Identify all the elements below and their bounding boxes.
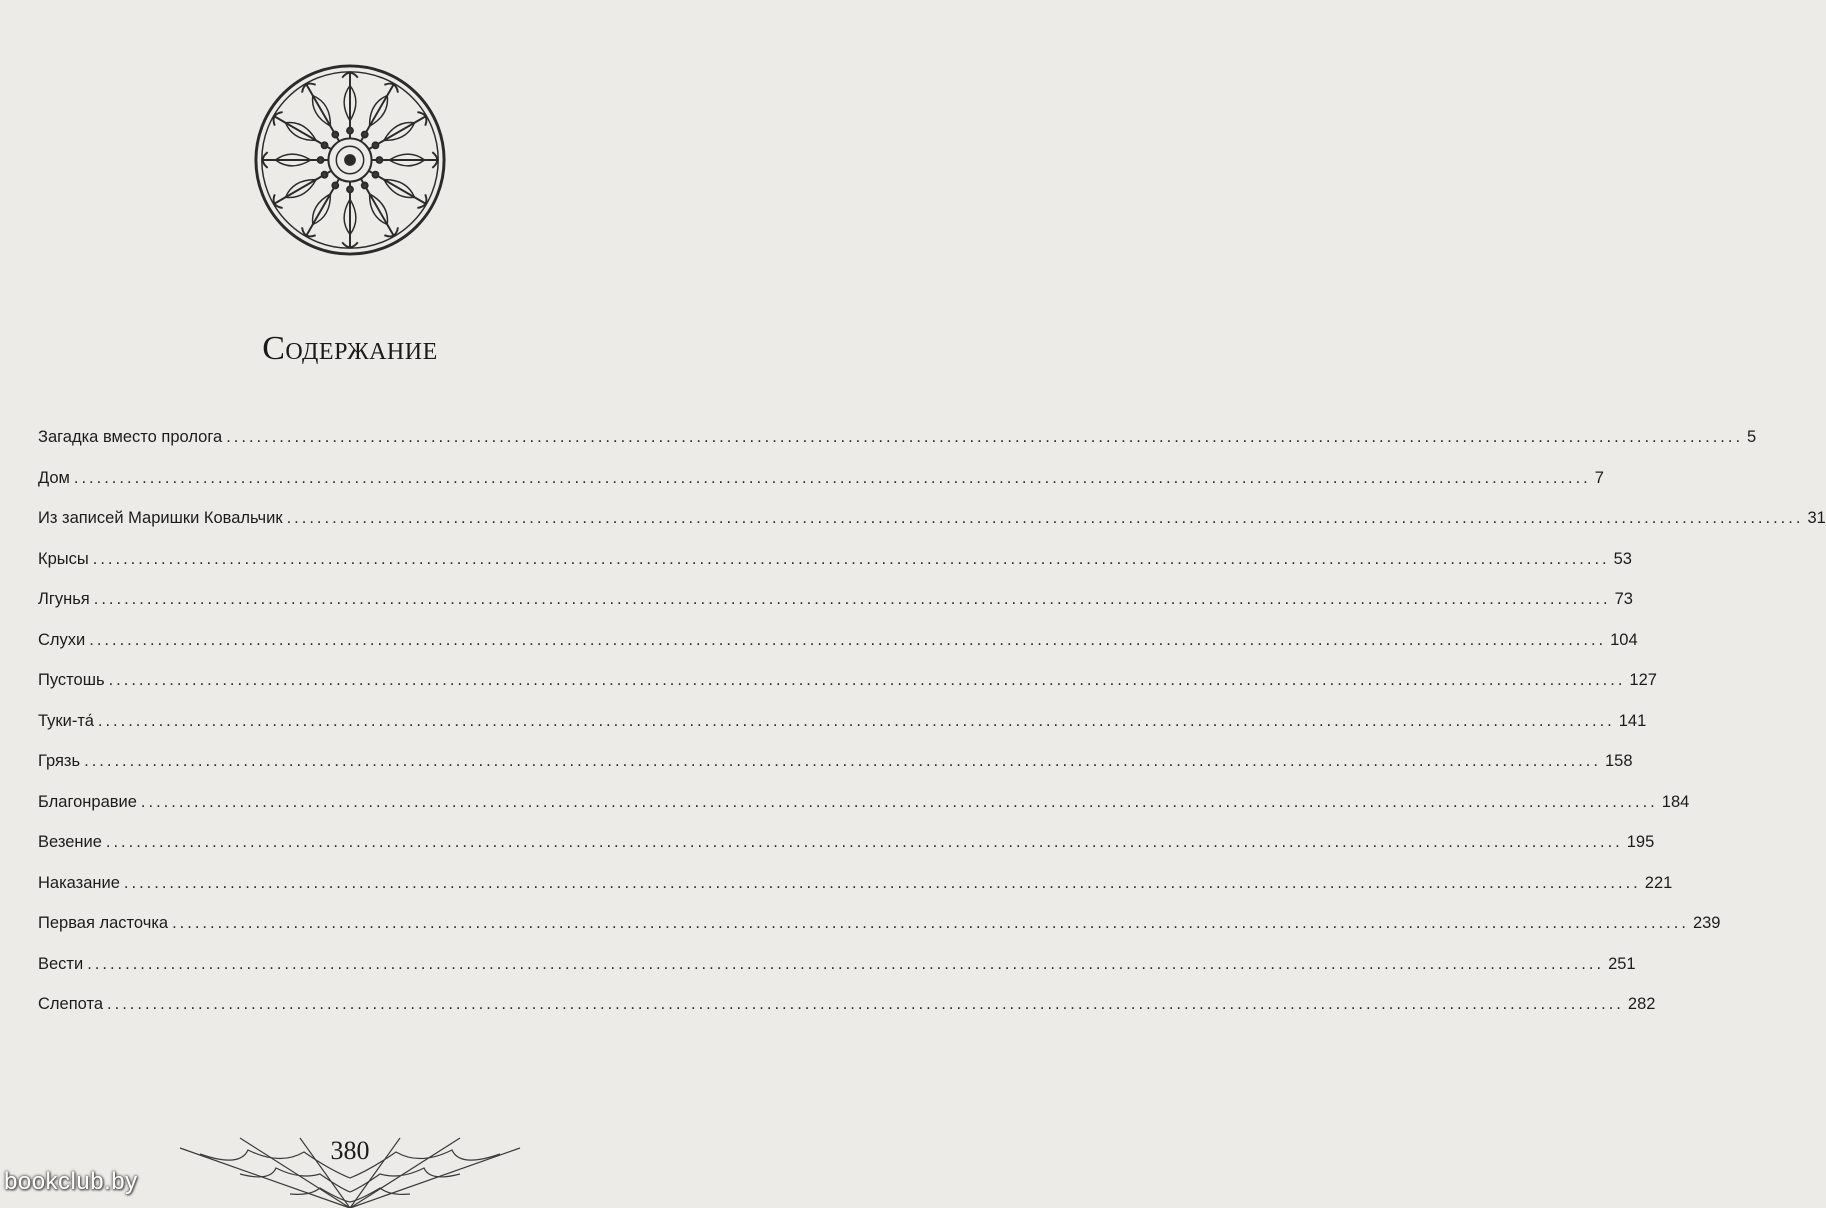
toc-page-number: 53 [1610,550,1632,569]
toc-leader-dots: ........................................................................................................................................................................................................ [89,630,1607,649]
toc-title: Грязь [38,752,84,771]
toc-page-number: 221 [1641,874,1673,893]
page-number: 380 [330,1136,370,1165]
toc-title: Крысы [38,550,93,569]
toc-title: Наказание [38,874,124,893]
toc-leader-dots: ........................................................................................................................................................................................................ [97,711,1615,730]
toc-page-number: 73 [1611,590,1633,609]
toc-title: Загадка вместо пролога [38,428,226,447]
toc-leader-dots: ........................................................................................................................................................................................................ [92,549,1610,568]
toc-leader-dots: ........................................................................................................................................................................................................ [107,995,1624,1013]
toc-row [38,549,1632,591]
toc-page-number: 195 [1623,833,1655,852]
toc-leader-dots: ........................................................................................................................................................................................................ [226,428,1744,446]
toc-title: Везение [38,833,106,852]
toc-title: Туки-та́ [38,712,98,731]
toc-leader-dots: ........................................................................................................................................................................................................ [105,833,1623,851]
toc-row [38,914,1721,955]
page-title: Содержание [262,330,438,367]
toc-row [38,954,1636,996]
toc-row [38,468,1604,510]
toc-row [38,792,1690,834]
toc-page-number: 184 [1658,793,1690,812]
toc-row [38,995,1656,1036]
rose-window-icon [252,62,448,258]
toc-title: Слепота [38,995,107,1014]
toc-leader-dots: ........................................................................................................................................................................................................ [84,752,1601,770]
toc-row [38,590,1633,631]
toc-page-number: 158 [1601,752,1633,771]
table-of-contents [38,428,1826,1036]
toc-title: Благонравие [38,793,141,812]
toc-leader-dots: ........................................................................................................................................................................................................ [172,914,1689,932]
toc-page-number: 5 [1743,428,1756,447]
toc-page-number: 251 [1604,955,1636,974]
toc-page-number: 141 [1615,712,1647,731]
toc-row [38,833,1655,874]
toc-page-number: 7 [1591,469,1604,488]
toc-title: Пустошь [38,671,109,690]
toc-title: Лгунья [38,590,94,609]
toc-leader-dots: ........................................................................................................................................................................................................ [140,792,1658,811]
toc-title: Первая ласточка [38,914,172,933]
toc-page-number: 127 [1625,671,1657,690]
toc-row [38,671,1657,712]
toc-page-number: 104 [1606,631,1638,650]
toc-leader-dots: ........................................................................................................................................................................................................ [108,671,1626,689]
toc-leader-dots: ........................................................................................................................................................................................................ [87,954,1605,973]
toc-row [38,711,1647,753]
toc-title: Вести [38,955,87,974]
watermark: bookclub.by [4,1168,138,1195]
toc-title: Слухи [38,631,89,650]
toc-title: Дом [38,469,74,488]
toc-row [38,509,1826,550]
toc-page-number: 282 [1624,995,1656,1014]
toc-row [38,752,1633,793]
toc-leader-dots: ........................................................................................................................................................................................................ [93,590,1611,608]
toc-row [38,428,1757,469]
toc-leader-dots: ........................................................................................................................................................................................................ [286,509,1804,527]
toc-title: Из записей Маришки Ковальчик [38,509,287,528]
toc-leader-dots: ........................................................................................................................................................................................................ [73,468,1591,487]
toc-row [38,873,1673,915]
toc-row [38,630,1638,672]
toc-page-number: 239 [1689,914,1721,933]
toc-leader-dots: ........................................................................................................................................................................................................ [123,873,1641,892]
toc-page-number: 31 [1803,509,1825,528]
